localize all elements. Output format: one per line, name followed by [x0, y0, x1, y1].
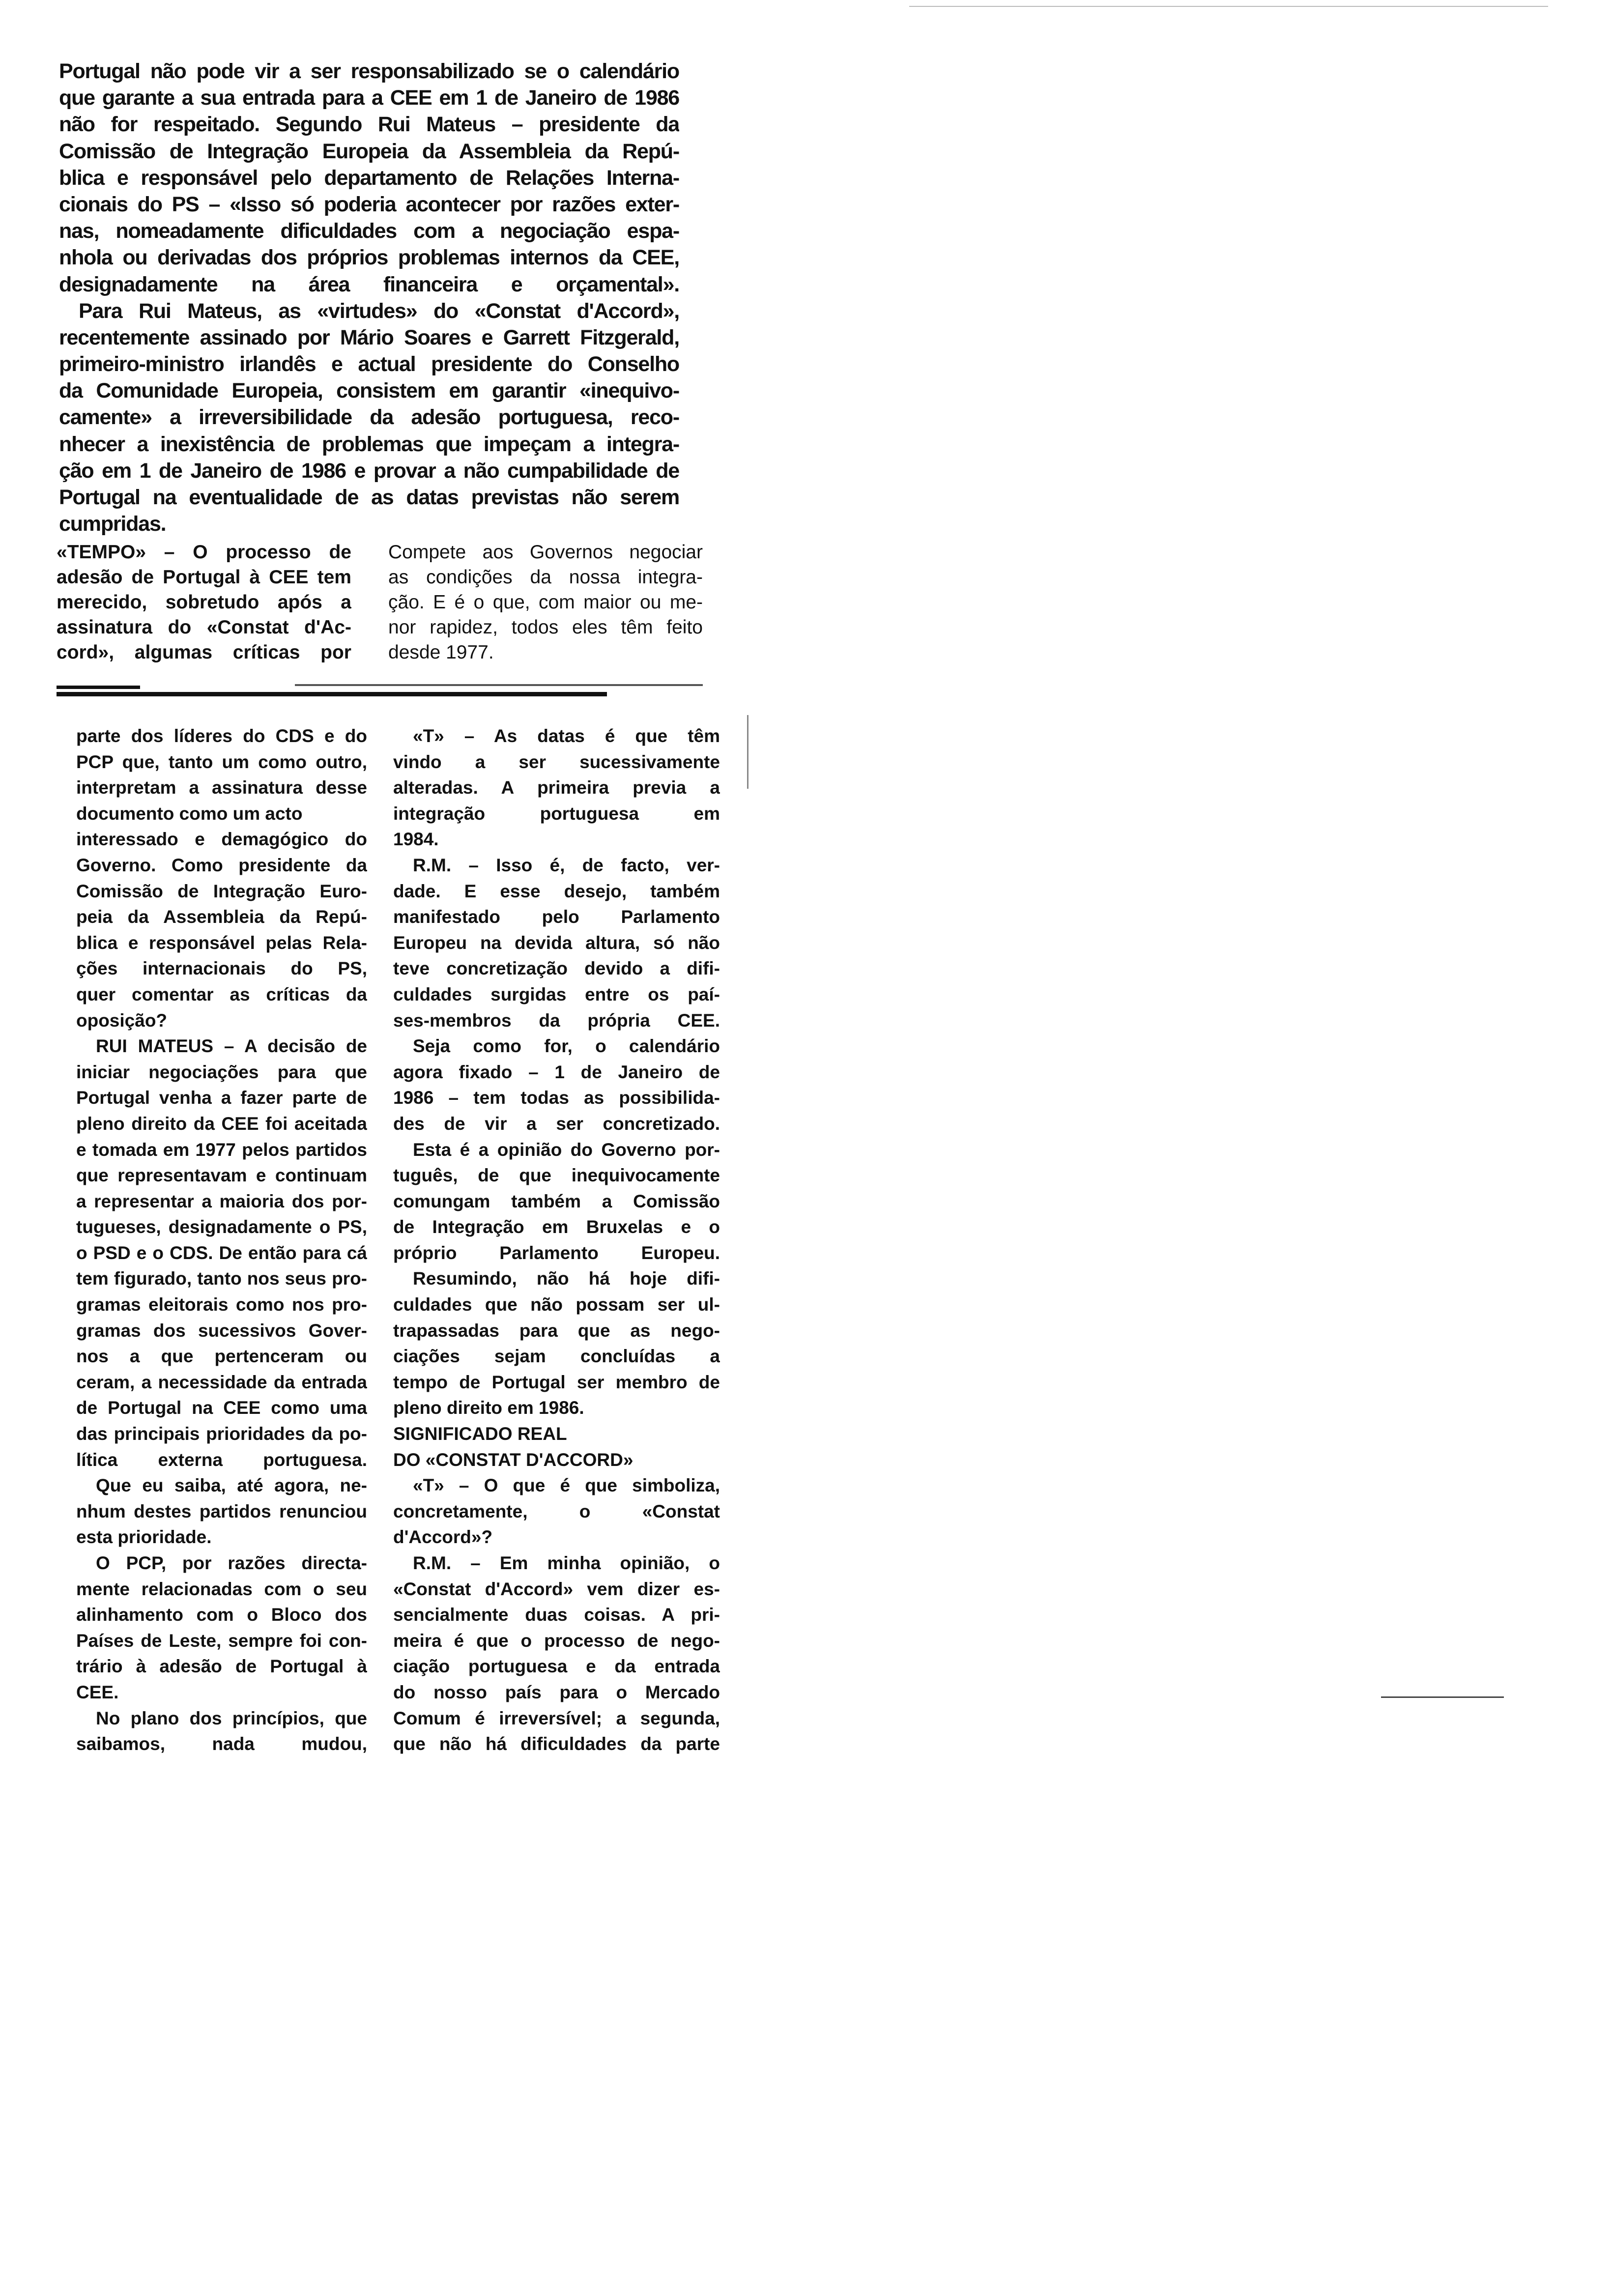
text-line: e tomada em 1977 pelos partidos — [76, 1139, 367, 1160]
text-line: iniciar negociações para que — [76, 1062, 367, 1082]
text-line: quer comentar as críticas da — [76, 984, 367, 1004]
text-line: gramas dos sucessivos Gover- — [76, 1320, 367, 1341]
text-line: gramas eleitorais como nos pro- — [76, 1294, 367, 1315]
text-line: alteradas. A primeira previa a — [393, 777, 720, 798]
text-line: Comissão de Integração Europeia da Assembleia da Repú- — [59, 139, 679, 163]
text-line: do nosso país para o Mercado — [393, 1682, 720, 1702]
text-line: 1986 – tem todas as possibilida- — [393, 1088, 720, 1108]
text-line: SIGNIFICADO REAL — [393, 1424, 567, 1444]
text-line: peia da Assembleia da Repú- — [76, 907, 367, 927]
text-line: «TEMPO» – O processo de — [57, 542, 351, 563]
lead-paragraph — [59, 58, 679, 537]
separator-rule-short — [57, 686, 140, 689]
text-line: Esta é a opinião do Governo por- — [413, 1139, 720, 1160]
text-line: ceram, a necessidade da entrada — [76, 1372, 367, 1392]
text-line: Comum é irreversível; a segunda, — [393, 1708, 720, 1728]
text-line: ção em 1 de Janeiro de 1986 e provar a não cumpabilidade de — [59, 459, 679, 483]
text-line: camente» a irreversibilidade da adesão portuguesa, reco- — [59, 405, 679, 430]
interview-column-left — [76, 723, 367, 1757]
text-line: «T» – O que é que simboliza, — [413, 1475, 720, 1496]
text-line: assinatura do «Constat d'Ac- — [57, 617, 351, 638]
text-line: primeiro-ministro irlandês e actual presidente do Conselho — [59, 352, 679, 376]
text-line: trário à adesão de Portugal à — [76, 1656, 367, 1677]
text-line: ciação portuguesa e da entrada — [393, 1656, 720, 1677]
text-line: documento como um acto — [76, 803, 303, 824]
column-edge-mark — [747, 715, 748, 789]
text-line: DO «CONSTAT D'ACCORD» — [393, 1449, 633, 1470]
text-line: «Constat d'Accord» vem dizer es- — [393, 1578, 720, 1599]
text-line: próprio Parlamento Europeu. — [393, 1242, 720, 1263]
text-line: Portugal na eventualidade de as datas previstas não serem — [59, 486, 679, 509]
text-line: não for respeitado. Segundo Rui Mateus – presidente da — [59, 113, 679, 137]
tempo-question-column — [57, 540, 351, 665]
text-line: saibamos, nada mudou, — [76, 1734, 367, 1754]
text-line: merecido, sobretudo após a — [57, 592, 351, 613]
text-line: des de vir a ser concretizado. — [393, 1113, 720, 1134]
text-line: vindo a ser sucessivamente — [393, 751, 720, 772]
text-line: tuguês, de que inequivocamente — [393, 1165, 720, 1186]
text-line: 1984. — [393, 829, 439, 850]
text-line: ções internacionais do PS, — [76, 958, 367, 979]
text-line: meira é que o processo de nego- — [393, 1630, 720, 1651]
text-line: concretamente, o «Constat — [393, 1501, 720, 1521]
stray-mark — [1381, 1696, 1504, 1698]
text-line: esta prioridade. — [76, 1527, 212, 1548]
text-line: Comissão de Integração Euro- — [76, 881, 367, 901]
top-border-line — [909, 6, 1548, 7]
text-line: manifestado pelo Parlamento — [393, 907, 720, 927]
text-line: Europeu na devida altura, só não — [393, 932, 720, 953]
text-line: de Integração em Bruxelas e o — [393, 1217, 720, 1237]
text-line: de Portugal na CEE como uma — [76, 1398, 367, 1418]
text-line: blica e responsável pelas Rela- — [76, 932, 367, 953]
text-line: as condições da nossa integra- — [388, 567, 703, 588]
text-line: Seja como for, o calendário — [413, 1036, 720, 1057]
text-line: da Comunidade Europeia, consistem em garantir «inequivo- — [59, 379, 679, 403]
text-line: mente relacionadas com o seu — [76, 1578, 367, 1599]
text-line: nos a que pertenceram ou — [76, 1346, 367, 1367]
text-line: ciações sejam concluídas a — [393, 1346, 720, 1367]
separator-rule-long — [57, 692, 607, 696]
text-line: Portugal venha a fazer parte de — [76, 1088, 367, 1108]
text-line: designadamente na área financeira e orçamental». — [59, 272, 679, 296]
text-line: nhum destes partidos renunciou — [76, 1501, 367, 1521]
text-line: cionais do PS – «Isso só poderia acontecer por razões exter- — [59, 192, 679, 216]
text-line: Que eu saiba, até agora, ne- — [96, 1475, 367, 1496]
text-line: dade. E esse desejo, também — [393, 881, 720, 901]
text-line: ção. E é o que, com maior ou me- — [388, 592, 703, 613]
text-line: blica e responsável pelo departamento de Relações Interna- — [59, 166, 679, 190]
text-line: que não há dificuldades da parte — [393, 1734, 720, 1754]
text-line: nas, nomeadamente dificuldades com a negociação espa- — [59, 219, 679, 243]
text-line: d'Accord»? — [393, 1527, 493, 1548]
text-line: PCP que, tanto um como outro, — [76, 751, 367, 772]
text-line: R.M. – Isso é, de facto, ver- — [413, 855, 720, 875]
text-line: Para Rui Mateus, as «virtudes» do «Constat d'Accord», — [79, 299, 679, 323]
text-line: cumpridas. — [59, 512, 166, 536]
text-line: que garante a sua entrada para a CEE em 1 de Janeiro de 1986 — [59, 86, 679, 110]
text-line: RUI MATEUS – A decisão de — [96, 1036, 367, 1057]
text-line: interessado e demagógico do — [76, 829, 367, 850]
text-line: teve concretização devido a difi- — [393, 958, 720, 979]
text-line: pleno direito da CEE foi aceitada — [76, 1113, 367, 1134]
text-line: Países de Leste, sempre foi con- — [76, 1630, 367, 1651]
text-line: que representavam e continuam — [76, 1165, 367, 1186]
text-line: Compete aos Governos negociar — [388, 542, 703, 563]
text-line: nhecer a inexistência de problemas que impeçam a integra- — [59, 432, 679, 456]
text-line: Governo. Como presidente da — [76, 855, 367, 875]
text-line: lítica externa portuguesa. — [76, 1449, 367, 1470]
text-line: ses-membros da própria CEE. — [393, 1010, 720, 1031]
text-line: comungam também a Comissão — [393, 1191, 720, 1211]
text-line: cord», algumas críticas por — [57, 642, 351, 663]
text-line: «T» – As datas é que têm — [413, 726, 720, 746]
text-line: R.M. – Em minha opinião, o — [413, 1553, 720, 1573]
text-line: adesão de Portugal à CEE tem — [57, 567, 351, 588]
text-line: Resumindo, não há hoje difi- — [413, 1268, 720, 1289]
text-line: culdades surgidas entre os paí- — [393, 984, 720, 1004]
interview-column-right — [393, 723, 720, 1757]
text-line: oposição? — [76, 1010, 168, 1031]
text-line: culdades que não possam ser ul- — [393, 1294, 720, 1315]
text-line: nor rapidez, todos eles têm feito — [388, 617, 703, 638]
text-line: integração portuguesa em — [393, 803, 720, 824]
text-line: nhola ou derivadas dos próprios problemas internos da CEE, — [59, 246, 679, 270]
text-line: recentemente assinado por Mário Soares e Garrett Fitzgerald, — [59, 325, 679, 349]
text-line: pleno direito em 1986. — [393, 1398, 584, 1418]
text-line: alinhamento com o Bloco dos — [76, 1605, 367, 1625]
text-line: tugueses, designadamente o PS, — [76, 1217, 367, 1237]
separator-rule-torn — [295, 684, 703, 686]
text-line: das principais prioridades da po- — [76, 1424, 367, 1444]
text-line: No plano dos princípios, que — [96, 1708, 367, 1728]
text-line: O PCP, por razões directa- — [96, 1553, 367, 1573]
text-line: CEE. — [76, 1682, 119, 1702]
text-line: interpretam a assinatura desse — [76, 777, 367, 798]
text-line: parte dos líderes do CDS e do — [76, 726, 367, 746]
text-line: sencialmente duas coisas. A pri- — [393, 1605, 720, 1625]
text-line: o PSD e o CDS. De então para cá — [76, 1242, 367, 1263]
text-line: Portugal não pode vir a ser responsabilizado se o calendário — [59, 59, 679, 83]
text-line: trapassadas para que as nego- — [393, 1320, 720, 1341]
text-line: tem figurado, tanto nos seus pro- — [76, 1268, 367, 1289]
text-line: tempo de Portugal ser membro de — [393, 1372, 720, 1392]
text-line: desde 1977. — [388, 642, 494, 663]
sidebar-quote-column — [388, 540, 703, 665]
text-line: a representar a maioria dos por- — [76, 1191, 367, 1211]
text-line: agora fixado – 1 de Janeiro de — [393, 1062, 720, 1082]
